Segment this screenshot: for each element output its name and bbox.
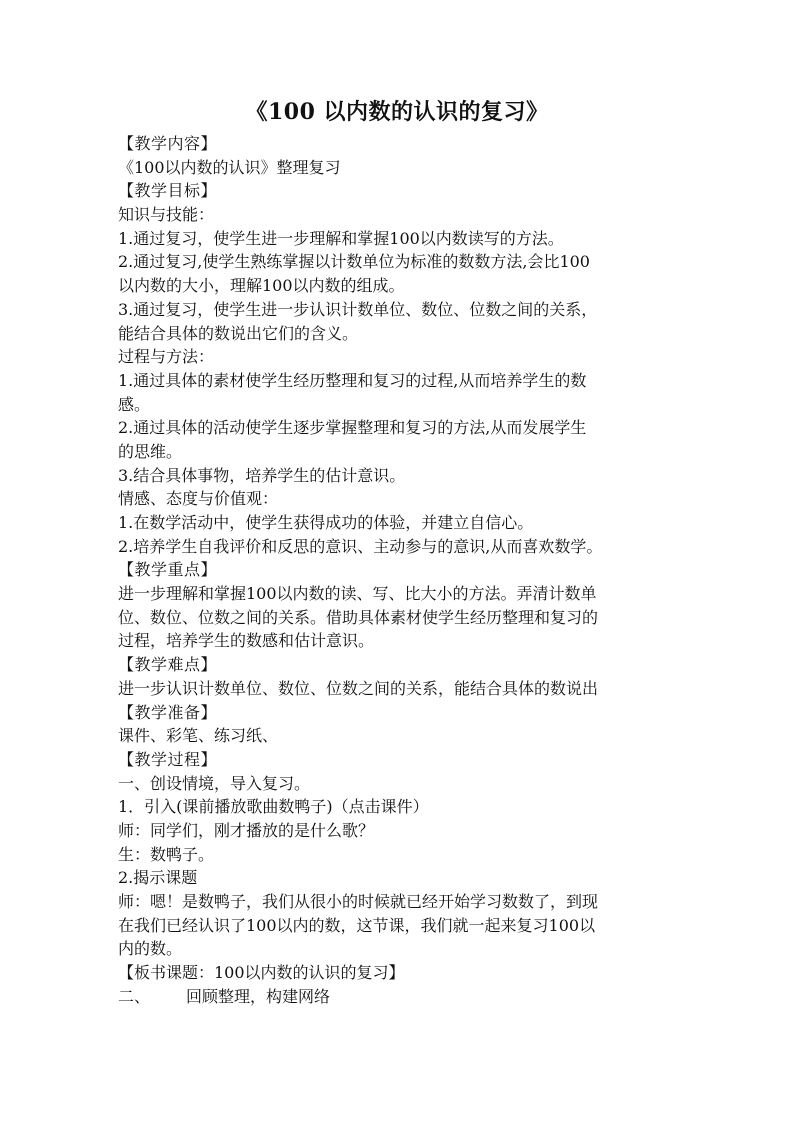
section-heading-goals: 【教学目标】	[118, 181, 218, 201]
section-title: 回顾整理，构建网络	[186, 986, 331, 1006]
text-line: 能结合具体的数说出它们的含义。	[118, 323, 359, 343]
text-line: 的思维。	[118, 441, 183, 461]
subheading-process: 过程与方法：	[118, 347, 215, 367]
text-line: 课件、彩笔、练习纸、	[118, 726, 279, 746]
text-line: 3.通过复习，使学生进一步认识计数单位、数位、位数之间的关系，	[118, 299, 598, 319]
text-line: 1．引入(课前播放歌曲数鸭子)（点击课件）	[118, 797, 429, 817]
text-line: 【板书课题：100以内数的认识的复习】	[118, 963, 405, 983]
text-line: 2.通过具体的活动使学生逐步掌握整理和复习的方法,从而发展学生	[118, 418, 587, 438]
text-line: 一、创设情境，导入复习。	[118, 773, 311, 793]
text-line: 内的数。	[118, 939, 183, 959]
text-line: 在我们已经认识了100以内的数，这节课，我们就一起来复习100以	[118, 915, 596, 935]
section-heading-content: 【教学内容】	[118, 134, 218, 153]
text-line: 2.培养学生自我评价和反思的意识、主动参与的意识,从而喜欢数学。	[118, 536, 603, 556]
text-line: 《100以内数的认识》整理复习	[118, 157, 341, 177]
text-line: 位、数位、位数之间的关系。借助具体素材使学生经历整理和复习的	[118, 607, 599, 627]
section-heading-key-points: 【教学重点】	[118, 560, 218, 580]
text-line: 2.通过复习,使学生熟练掌握以计数单位为标准的数数方法,会比100	[118, 252, 590, 272]
text-line: 1.通过具体的素材使学生经历整理和复习的过程,从而培养学生的数	[118, 370, 587, 390]
section-heading-process: 【教学过程】	[118, 749, 218, 769]
text-line: 1.通过复习，使学生进一步理解和掌握100以内数读写的方法。	[118, 228, 564, 248]
text-line: 感。	[118, 394, 151, 414]
text-line: 师：嗯！是数鸭子，我们从很小的时候就已经开始学习数数了，到现	[118, 892, 599, 911]
text-line	[118, 985, 680, 1009]
section-heading-difficulties: 【教学难点】	[118, 655, 218, 675]
text-line: 进一步认识计数单位、数位、位数之间的关系，能结合具体的数说出	[118, 678, 599, 698]
section-heading-preparation: 【教学准备】	[118, 702, 218, 722]
section-number: 二、	[118, 986, 151, 1006]
subheading-knowledge: 知识与技能：	[118, 205, 215, 225]
text-line: 3.结合具体事物，培养学生的估计意识。	[118, 465, 406, 485]
document-body	[118, 132, 680, 1008]
subheading-emotion: 情感、态度与价值观：	[118, 489, 279, 509]
text-line: 以内数的大小，理解100以内数的组成。	[118, 276, 405, 296]
text-line: 生：数鸭子。	[118, 844, 215, 864]
text-line: 2.揭示课题	[118, 868, 198, 888]
document-title: 《100 以内数的认识的复习》	[245, 99, 549, 125]
text-line: 师：同学们，刚才播放的是什么歌？	[118, 820, 375, 840]
text-line: 进一步理解和掌握100以内数的读、写、比大小的方法。弄清计数单	[118, 584, 597, 604]
text-line: 1.在数学活动中，使学生获得成功的体验，并建立自信心。	[118, 513, 534, 532]
text-line: 过程，培养学生的数感和估计意识。	[118, 631, 375, 651]
